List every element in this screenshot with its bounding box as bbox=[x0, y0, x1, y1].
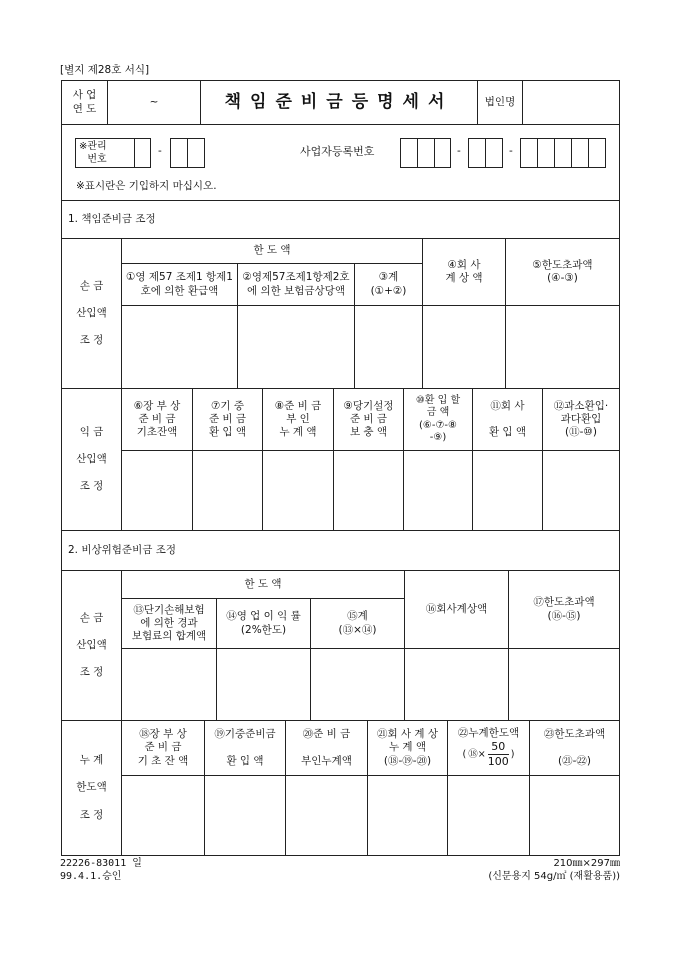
col-21: ㉑회 사 계 상 누 계 액 (⑱-⑲-⑳) bbox=[367, 720, 448, 776]
section2-limit-header: 한 도 액 bbox=[121, 570, 405, 599]
cell-7[interactable] bbox=[192, 450, 263, 531]
cell-17[interactable] bbox=[508, 648, 620, 721]
col-9: ⑨당기설정 준 비 금 보 충 액 bbox=[333, 388, 404, 451]
cell-3[interactable] bbox=[354, 305, 423, 389]
cell-23[interactable] bbox=[529, 775, 620, 856]
col-17: ⑰한도초과액 (⑯-⑮) bbox=[508, 570, 620, 649]
col-1: ①영 제57 조제1 항제1 호에 의한 환급액 bbox=[121, 263, 238, 306]
period-separator: ~ bbox=[149, 95, 159, 108]
cell-21[interactable] bbox=[367, 775, 448, 856]
cell-13[interactable] bbox=[121, 648, 217, 721]
col-18: ⑱장 부 상 준 비 금 기 초 잔 액 bbox=[121, 720, 205, 776]
col-22 bbox=[447, 720, 530, 776]
notice: ※표시란은 기입하지 마십시오. bbox=[76, 180, 217, 192]
cell-20[interactable] bbox=[285, 775, 368, 856]
form-id: [별지 제28호 서식] bbox=[60, 64, 150, 76]
fiscal-year-label: 사 업 연 도 bbox=[61, 80, 108, 125]
biz-reg-box-3[interactable] bbox=[520, 138, 606, 168]
section2-title: 2. 비상위험준비금 조정 bbox=[61, 530, 620, 571]
col-19: ⑲기중준비금 환 입 액 bbox=[204, 720, 286, 776]
col-3: ③계 (①+②) bbox=[354, 263, 423, 306]
col-16: ⑯회사계상액 bbox=[404, 570, 509, 649]
fraction-denominator: 100 bbox=[487, 755, 509, 769]
biz-reg-box-1[interactable] bbox=[400, 138, 451, 168]
fiscal-period-field[interactable] bbox=[107, 80, 201, 125]
dash: - bbox=[457, 145, 461, 157]
corp-name-field[interactable] bbox=[522, 80, 620, 125]
cell-22[interactable] bbox=[447, 775, 530, 856]
section1-gain-label: 익 금 산입액 조 정 bbox=[61, 388, 122, 531]
cell-15[interactable] bbox=[310, 648, 405, 721]
col-11: ⑪회 사 환 입 액 bbox=[472, 388, 543, 451]
cell-14[interactable] bbox=[216, 648, 311, 721]
fraction-numerator: 50 bbox=[488, 740, 509, 755]
col-22-label: ㉒누계한도액 bbox=[457, 727, 520, 740]
cell-4[interactable] bbox=[422, 305, 506, 389]
mgmt-no-box-1 bbox=[75, 138, 151, 168]
dash: - bbox=[158, 145, 162, 157]
cell-9[interactable] bbox=[333, 450, 404, 531]
cell-16[interactable] bbox=[404, 648, 509, 721]
cell-8[interactable] bbox=[262, 450, 334, 531]
section1-title: 1. 책임준비금 조정 bbox=[61, 200, 620, 239]
cell-6[interactable] bbox=[121, 450, 193, 531]
cell-10[interactable] bbox=[403, 450, 473, 531]
cell-2[interactable] bbox=[237, 305, 355, 389]
cell-18[interactable] bbox=[121, 775, 205, 856]
col-20: ⑳준 비 금 부인누계액 bbox=[285, 720, 368, 776]
col-7: ⑦기 중 준 비 금 환 입 액 bbox=[192, 388, 263, 451]
section2-loss-label: 손 금 산입액 조 정 bbox=[61, 570, 122, 721]
col-10: ⑩환 입 할 금 액 (⑥-⑦-⑧ -⑨) bbox=[403, 388, 473, 451]
cell-11[interactable] bbox=[472, 450, 543, 531]
section1-limit-header: 한 도 액 bbox=[121, 238, 423, 264]
col-8: ⑧준 비 금 부 인 누 계 액 bbox=[262, 388, 334, 451]
cell-19[interactable] bbox=[204, 775, 286, 856]
col-2: ②영제57조제1항제2호 에 의한 보험금상당액 bbox=[237, 263, 355, 306]
dash: - bbox=[509, 145, 513, 157]
page-title: 책임준비금등명세서 bbox=[200, 80, 478, 125]
cell-12[interactable] bbox=[542, 450, 620, 531]
col-5: ⑤한도초과액 (④-③) bbox=[505, 238, 620, 306]
section2-cum-label: 누 계 한도액 조 정 bbox=[61, 720, 122, 856]
col-23: ㉓한도초과액 (㉑-㉒) bbox=[529, 720, 620, 776]
biz-reg-box-2[interactable] bbox=[468, 138, 503, 168]
paper-size: 210㎜×297㎜ (신문용지 54g/㎡ (재활용품)) bbox=[488, 858, 620, 882]
fraction-formula: ( ⑱× $\frac{50}{100}$ ) bbox=[462, 740, 515, 769]
section1-loss-label: 손 금 산입액 조 정 bbox=[61, 238, 122, 389]
col-13: ⑬단기손해보험 에 의한 경과 보험료의 합계액 bbox=[121, 598, 217, 649]
col-12: ⑫과소환입· 과다환입 (⑪-⑩) bbox=[542, 388, 620, 451]
col-4: ④회 사 계 상 액 bbox=[422, 238, 506, 306]
col-6: ⑥장 부 상 준 비 금 기초잔액 bbox=[121, 388, 193, 451]
col-14: ⑭영 업 이 익 률 (2%한도) bbox=[216, 598, 311, 649]
cell-5[interactable] bbox=[505, 305, 620, 389]
mgmt-no-box-2 bbox=[170, 138, 205, 168]
biz-reg-label: 사업자등록번호 bbox=[300, 145, 375, 158]
cell-1[interactable] bbox=[121, 305, 238, 389]
col-15: ⑮계 (⑬×⑭) bbox=[310, 598, 405, 649]
fraction-prefix: ⑱× bbox=[468, 748, 486, 760]
corp-name-label: 법인명 bbox=[477, 80, 523, 125]
mgmt-no-label: ※관리 번호 bbox=[79, 141, 107, 165]
form-code: 22226-83011 일 99.4.1.승인 bbox=[60, 858, 142, 882]
